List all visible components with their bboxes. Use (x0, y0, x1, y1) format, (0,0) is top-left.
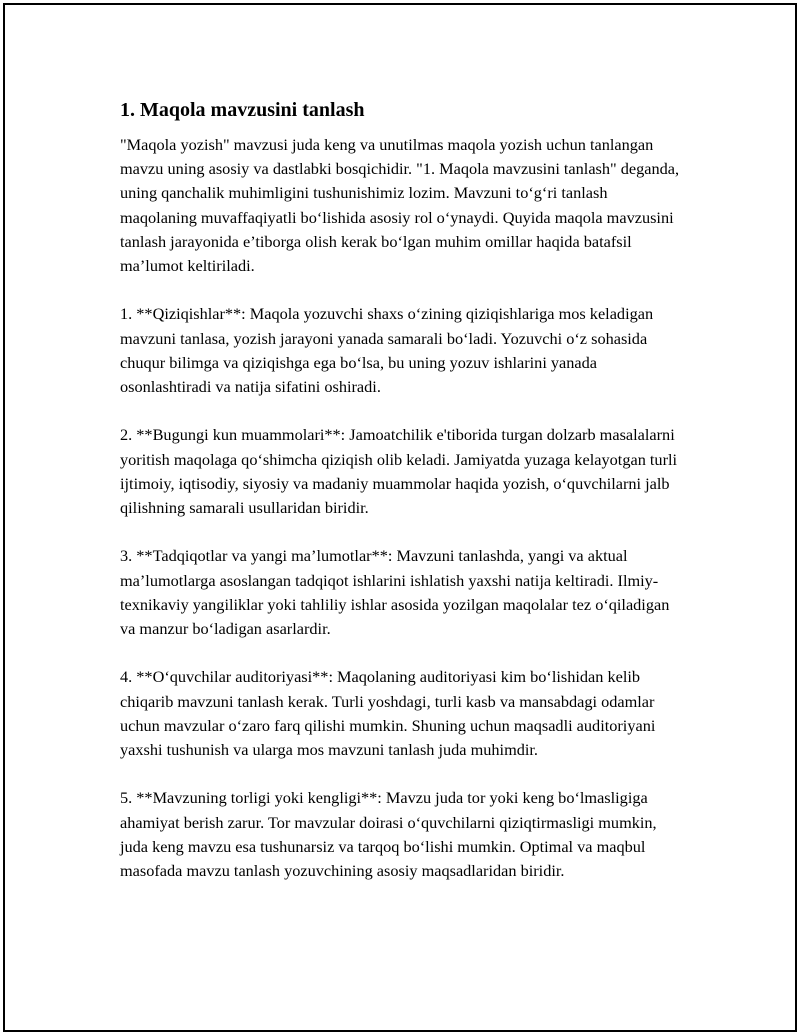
section-heading: 1. Maqola mavzusini tanlash (120, 99, 365, 121)
page-border (3, 3, 797, 1032)
paragraph-current-issues: 2. **Bugungi kun muammolari**: Jamoatchilik e'tiborida turgan dolzarb masalalarni yoritish maqolaga qo‘shimcha qiziqish olib keladi. Jamiyatda yuzaga kelayotgan turli ijtimoiy, iqtisodiy, siyosiy va madaniy muammolar haqida yozish, o‘quvchilarni jalb qilishning samarali usullaridan biridir. (120, 425, 678, 518)
paragraph-audience: 4. **O‘quvchilar auditoriyasi**: Maqolaning auditoriyasi kim bo‘lishidan kelib chiqarib mavzuni tanlash kerak. Turli yoshdagi, turli kasb va mansabdagi odamlar uchun mavzular o‘zaro farq qilishi mumkin. Shuning uchun maqsadli auditoriyani yaxshi tushunish va ularga mos mavzuni tanlash juda muhimdir. (120, 667, 656, 760)
paragraph-interests: 1. **Qiziqishlar**: Maqola yozuvchi shaxs o‘zining qiziqishlariga mos keladigan mavzuni tanlasa, yozish jarayoni yanada samarali bo‘ladi. Yozuvchi o‘z sohasida chuqur bilimga va qiziqishga ega bo‘lsa, bu uning yozuv ishlarini yanada osonlashtiradi va natija sifatini oshiradi. (120, 304, 654, 397)
intro-paragraph: "Maqola yozish" mavzusi juda keng va unutilmas maqola yozish uchun tanlangan mavzu uning asosiy va dastlabki bosqichidir. "1. Maqola mavzusini tanlash" deganda, uning qanchalik muhimligini tushunishimiz lozim. Mavzuni to‘g‘ri tanlash maqolaning muvaffaqiyatli bo‘lishida asosiy rol o‘ynaydi. Quyida maqola mavzusini tanlash jarayonida e’tiborga olish kerak bo‘lgan muhim omillar haqida batafsil ma’lumot keltiriladi. (120, 135, 680, 276)
paragraph-research: 3. **Tadqiqotlar va yangi ma’lumotlar**: Mavzuni tanlashda, yangi va aktual ma’lumotlarga asoslangan tadqiqot ishlarini ishlatish yaxshi natija keltiradi. Ilmiy-texnikaviy yangiliklar yoki tahliliy ishlar asosida yozilgan maqolalar tez o‘qiladigan va manzur bo‘ladigan asarlardir. (120, 546, 670, 639)
paragraph-scope: 5. **Mavzuning torligi yoki kengligi**: Mavzu juda tor yoki keng bo‘lmasligiga ahamiyat berish zarur. Tor mavzular doirasi o‘quvchilarni qiziqtirmasligi mumkin, juda keng mavzu esa tushunarsiz va tarqoq bo‘lishi mumkin. Optimal va maqbul masofada mavzu tanlash yozuvchining asosiy maqsadlaridan biridir. (120, 788, 657, 881)
document-body (120, 97, 680, 883)
